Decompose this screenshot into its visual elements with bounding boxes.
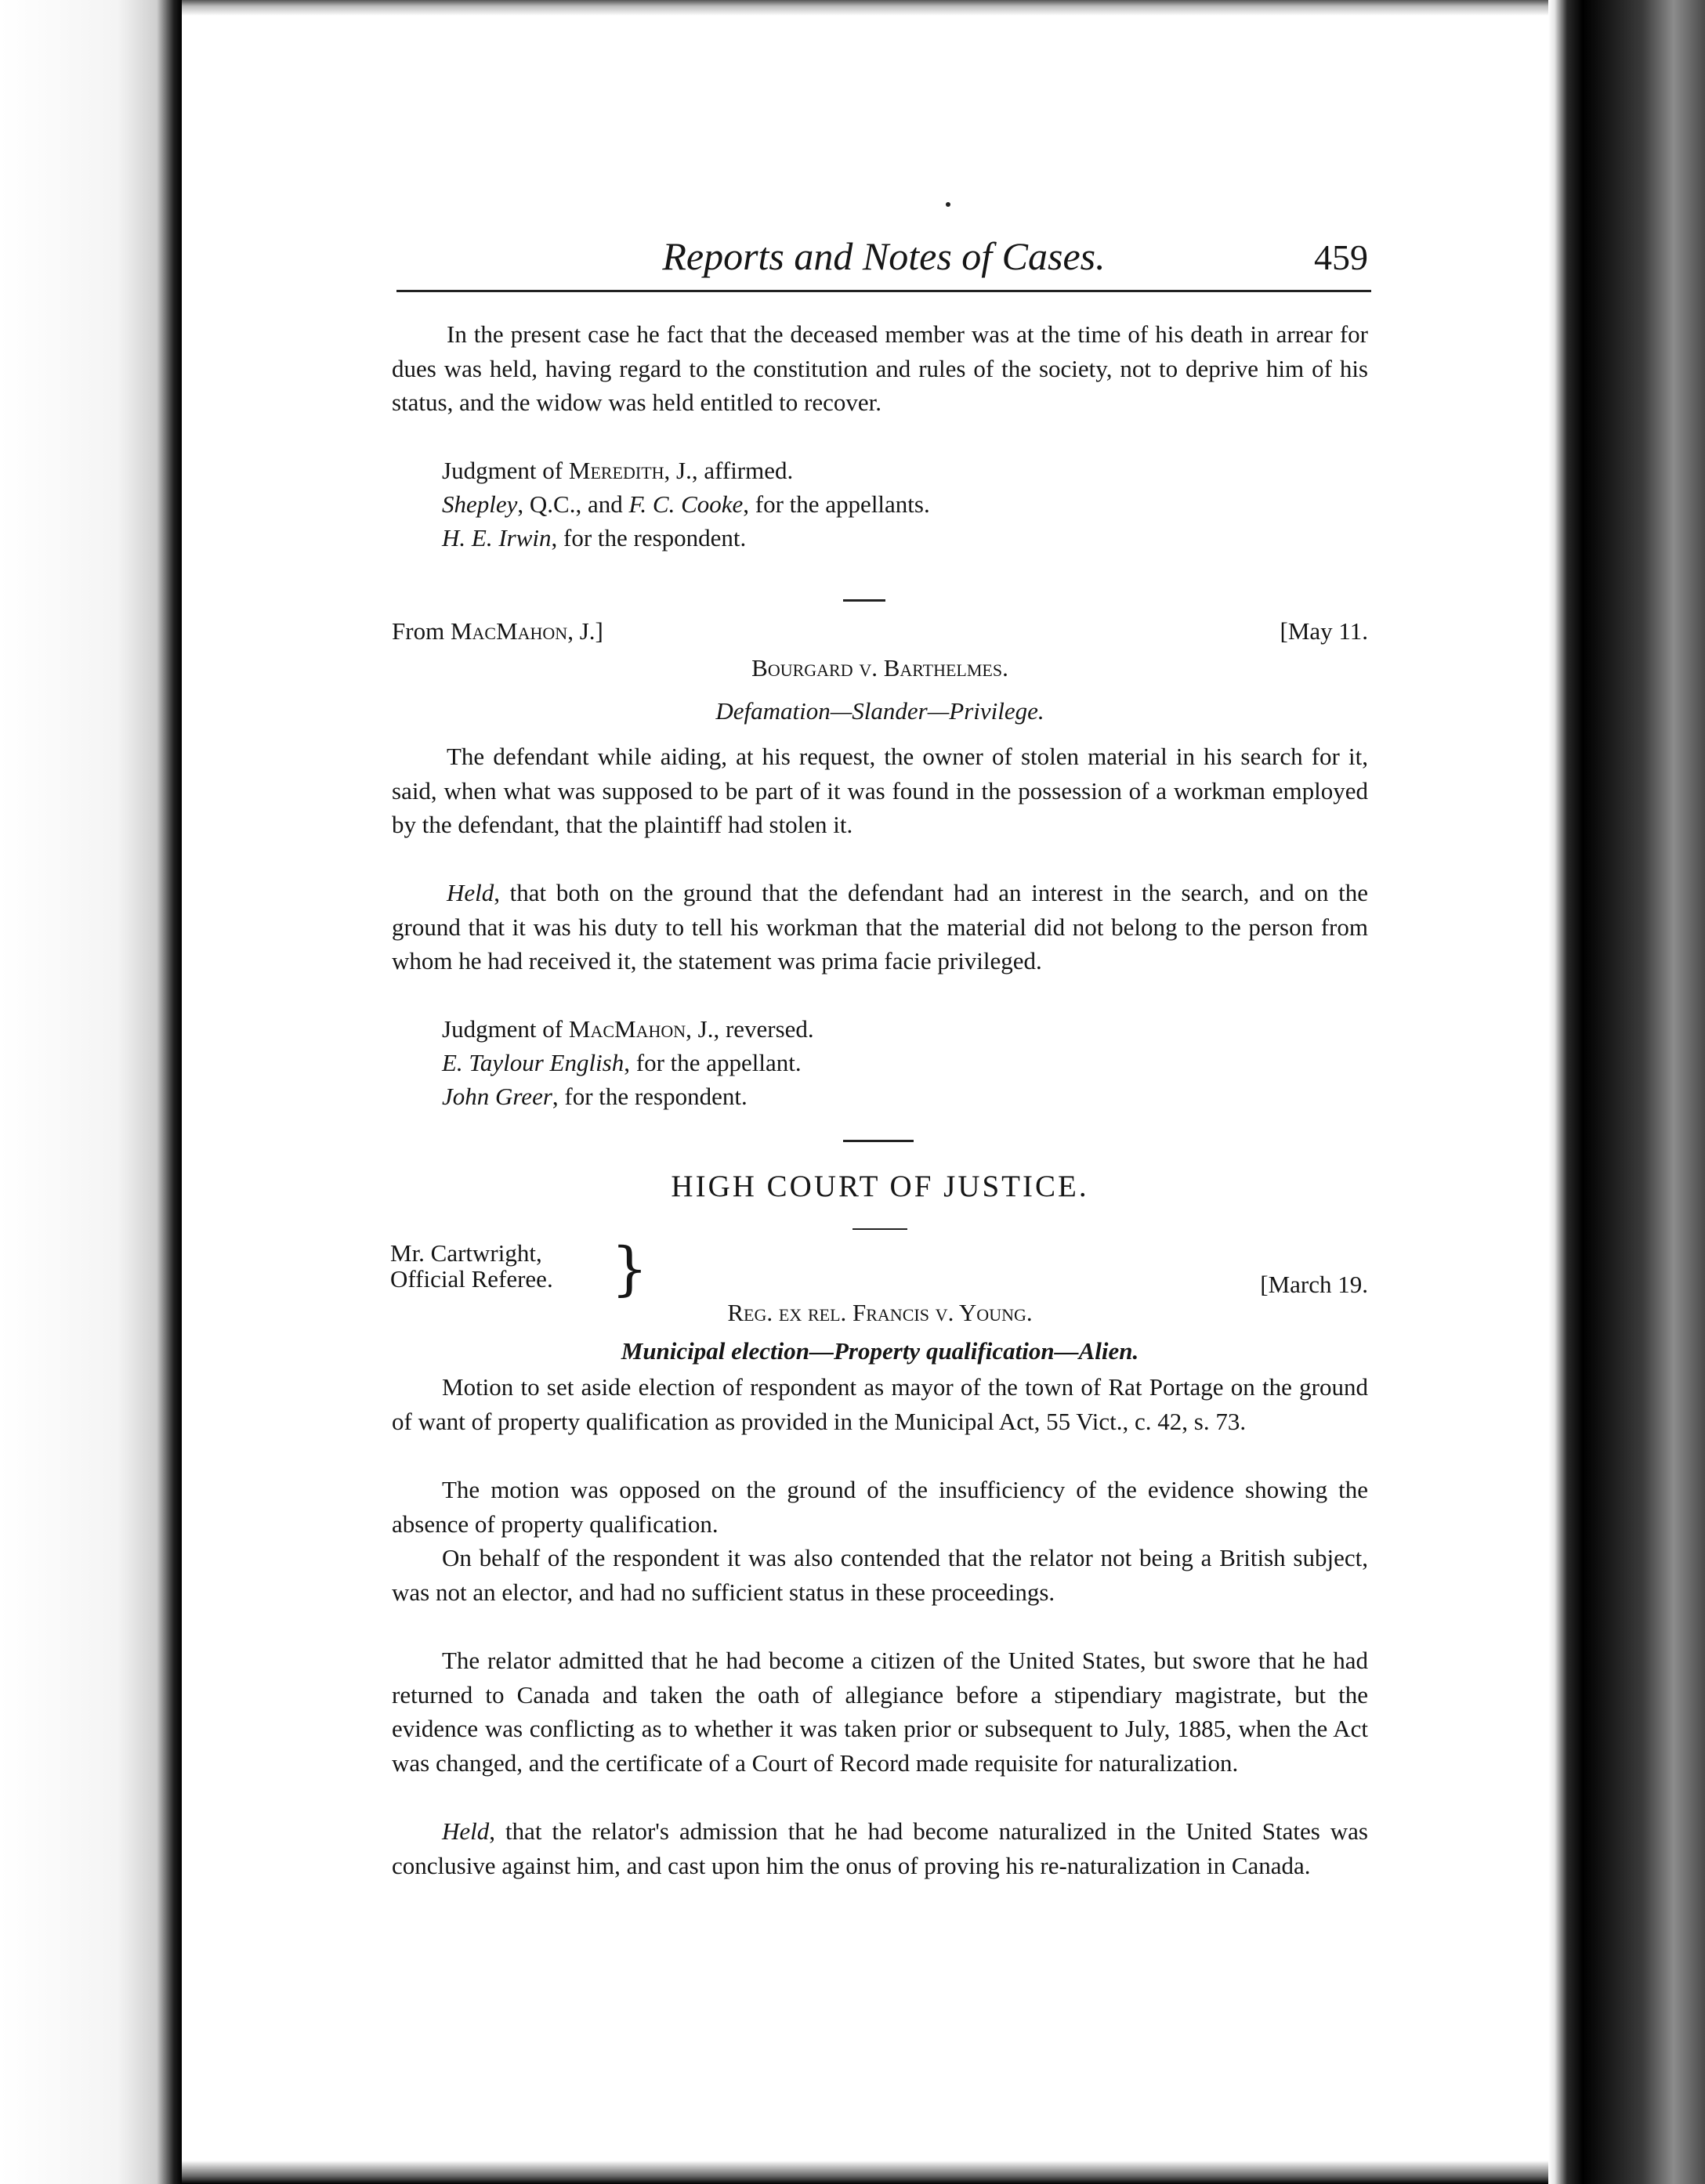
case2-from: From MacMahon, J.]	[392, 617, 603, 645]
case2-title: Bourgard v. Barthelmes.	[751, 654, 1008, 682]
referee-line-1: Mr. Cartwright,	[390, 1239, 542, 1267]
case2-paragraph-2: Held, that both on the ground that the defendant had an interest in the search, and on the ground that it was his duty to tell his workman that the material did not belong to the person from whom he had received it, the statement was prima facie privileged.	[392, 879, 1368, 974]
case3-paragraph-5: Held, that the relator's admission that he had become naturalized in the United States was conclusive against him, and cast upon him the onus of proving his re-naturalization in Canada.	[392, 1817, 1368, 1879]
case3-paragraph-4: The relator admitted that he had become a citizen of the United States, but swore that he had returned to Canada and taken the oath of allegiance before a stipendiary magistrate, but the evidence was conflicting as to whether it was taken prior or subsequent to July, 1885, when the Act was changed, and the certificate of a Court of Record made requisite for naturalization.	[392, 1647, 1368, 1777]
page-header	[396, 229, 1371, 292]
section-divider	[852, 1228, 907, 1230]
case2-judgment: Judgment of MacMahon, J., reversed.	[442, 1015, 814, 1043]
running-head: Reports and Notes of Cases.	[662, 234, 1106, 278]
stray-ink-dot	[946, 202, 950, 207]
scan-right-edge	[1548, 0, 1705, 2184]
case2-counsel-respondent: John Greer, for the respondent.	[442, 1083, 748, 1110]
scan-top-edge	[182, 0, 1548, 16]
brace-symbol: }	[611, 1235, 649, 1303]
case3-paragraph-3: On behalf of the respondent it was also contended that the relator not being a British subject, was not an elector, and had no sufficient status in these proceedings.	[392, 1544, 1368, 1606]
case3-paragraph-2: The motion was opposed on the ground of the insufficiency of the evidence showing the absence of property qualification.	[392, 1476, 1368, 1538]
judge-name: Meredith	[568, 457, 664, 484]
case3-paragraph-1: Motion to set aside election of respondent as mayor of the town of Rat Portage on the ground of want of property qualification as provided in the Municipal Act, 55 Vict., c. 42, s. 73.	[392, 1373, 1368, 1435]
scan-bottom-edge	[182, 2160, 1548, 2184]
case1-judgment: Judgment of Meredith, J., affirmed.	[442, 457, 794, 484]
case1-paragraph: In the present case he fact that the deceased member was at the time of his death in arrear for dues was held, having regard to the constitution and rules of the society, not to deprive him of his status, and the widow was held entitled to recover.	[392, 320, 1368, 416]
case2-paragraph-1: The defendant while aiding, at his request, the owner of stolen material in his search for it, said, when what was supposed to be part of it was found in the possession of a workman employed by the defendant, that the plaintiff had stolen it.	[392, 743, 1368, 838]
page-number: 459	[1314, 237, 1368, 277]
case1-counsel-respondent: H. E. Irwin, for the respondent.	[442, 524, 747, 551]
section-divider	[843, 1140, 914, 1142]
section-divider	[843, 599, 885, 602]
case2-date: [May 11.	[1280, 617, 1368, 645]
case3-subject: Municipal election—Property qualification—Alien.	[621, 1337, 1139, 1365]
case2-subject: Defamation—Slander—Privilege.	[715, 697, 1044, 725]
court-section-title: HIGH COURT OF JUSTICE.	[671, 1170, 1089, 1203]
referee-line-2: Official Referee.	[390, 1265, 553, 1293]
case2-counsel-appellant: E. Taylour English, for the appellant.	[442, 1049, 802, 1076]
case3-title: Reg. ex rel. Francis v. Young.	[727, 1299, 1033, 1326]
case3-date: [March 19.	[1260, 1271, 1368, 1298]
scan-left-edge	[0, 0, 182, 2184]
case1-counsel-appellants: Shepley, Q.C., and F. C. Cooke, for the appellants.	[442, 490, 930, 518]
